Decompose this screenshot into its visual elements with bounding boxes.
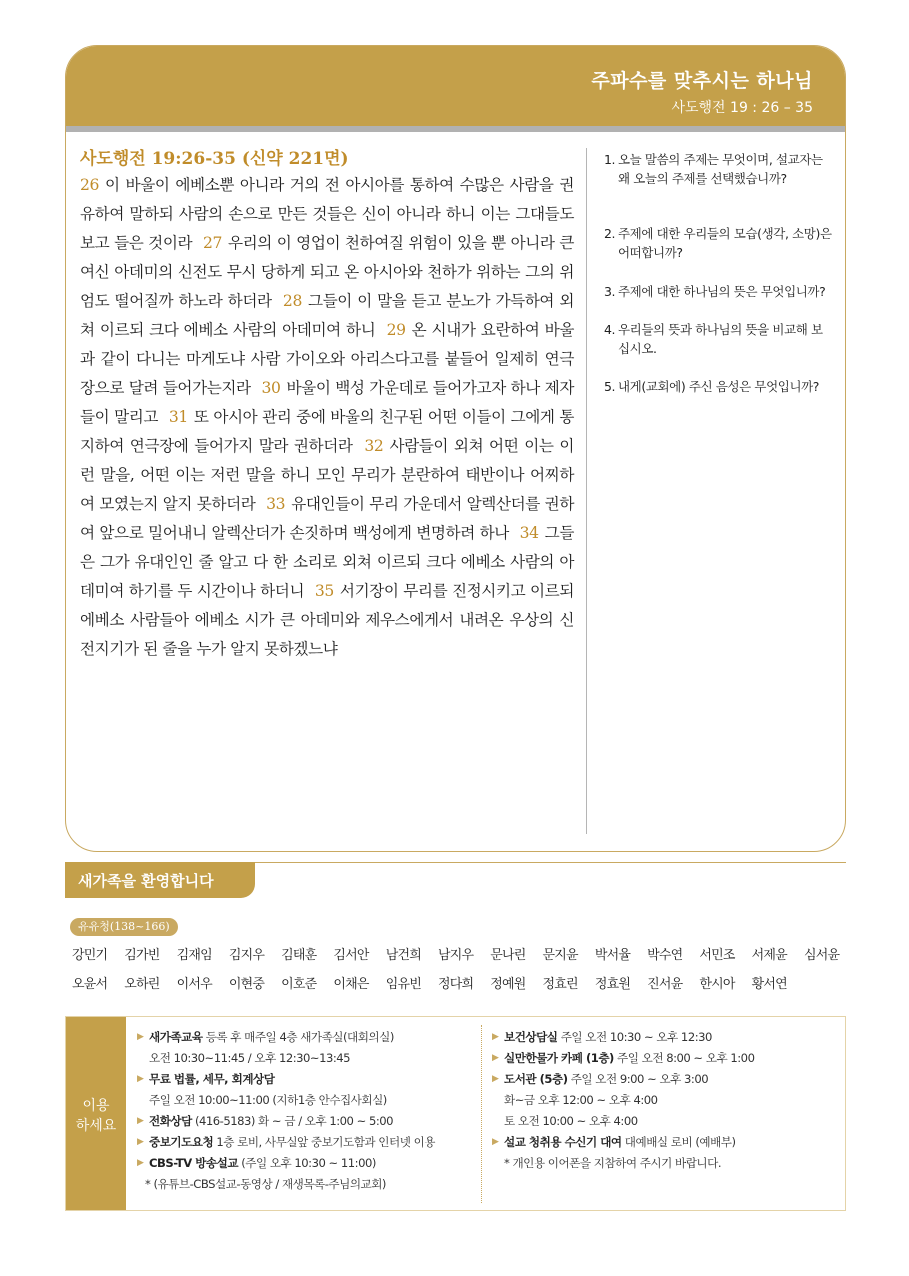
member-name: 김재임: [176, 948, 212, 963]
info-item: ▶ 보건상담실 주일 오전 10:30 ~ 오후 12:30: [492, 1027, 822, 1048]
verse-text: 서기장이 무리를 진정시키고 이르되 에베소 사람들아 에베소 시가 큰 아데미와 제우스에게서 내려온 우상의 신전지기가 된 줄을 누가 알지 못하겠느냐: [80, 582, 574, 658]
member-name: 서민조: [699, 948, 735, 963]
info-box: [65, 1016, 846, 1211]
question-item: 5. 내게(교회에) 주신 음성은 무엇입니까?: [604, 379, 820, 394]
welcome-heading: 새가족을 환영합니다: [65, 862, 255, 898]
member-name: 강민기: [72, 948, 108, 963]
member-name: 박서율: [594, 948, 631, 963]
triangle-bullet-icon: ▶: [492, 1032, 499, 1042]
member-name: 이서우: [176, 977, 212, 992]
member-name: 김태훈: [281, 948, 317, 963]
member-name: 서제윤: [751, 948, 787, 963]
verse-text: 이 바울이 에베소뿐 아니라 거의 전 아시아를 통하여 수많은 사람을 권유하여 말하되 사람의 손으로 만든 것들은 신이 아니라 하니 이는 그대들도 보고 들은 것이라: [80, 176, 574, 252]
member-name: 진서윤: [647, 977, 683, 992]
member-name: 김가빈: [124, 948, 160, 963]
info-item: ▶ 실만한물가 카페 (1층) 주일 오전 8:00 ~ 오후 1:00: [492, 1048, 822, 1069]
member-name: 오윤서: [72, 977, 108, 992]
group-badge: 유유청(138~166): [70, 918, 178, 936]
question-item: 4. 우리들의 뜻과 하나님의 뜻을 비교해 보십시오.: [604, 322, 823, 356]
scripture-card: [65, 45, 846, 852]
verse-number: 35: [314, 582, 334, 600]
verse-text: 사람들이 외쳐 어떤 이는 이런 말을, 어떤 이는 저런 말을 하니 모인 무리가 분란하여 태반이나 어찌하여 모였는지 알지 못하더라: [80, 437, 575, 513]
scripture-body: [80, 171, 574, 664]
member-name: 남지우: [437, 948, 474, 963]
member-name: 정효린: [542, 977, 578, 992]
info-item: ▶ 도서관 (5층) 주일 오전 9:00 ~ 오후 3:00: [492, 1069, 822, 1090]
verse-text: 온 시내가 요란하여 바울과 같이 다니는 마게도냐 사람 가이오와 아리스다고를 붙들어 일제히 연극장으로 달려 들어가는지라: [80, 321, 574, 397]
info-item: ▶ 중보기도요청 1층 로비, 사무실앞 중보기도함과 인터넷 이용: [137, 1132, 477, 1153]
member-name: 임유빈: [385, 977, 421, 992]
triangle-bullet-icon: ▶: [492, 1074, 499, 1084]
verse-text: 바울이 백성 가운데로 들어가고자 하나 제자들이 말리고: [80, 379, 575, 426]
info-item: ▶ 전화상담 (416-5183) 화 ~ 금 / 오후 1:00 ~ 5:00: [137, 1111, 477, 1132]
verse-text: 또 아시아 관리 중에 바울의 친구된 어떤 이들이 그에게 통지하여 연극장에 들어가지 말라 권하더라: [80, 408, 574, 455]
info-item: ▶ 무료 법률, 세무, 회계상담: [137, 1069, 477, 1090]
header-divider: [66, 126, 845, 132]
new-family-names: [72, 941, 852, 999]
triangle-bullet-icon: ▶: [137, 1116, 144, 1126]
member-name: 황서연: [751, 977, 787, 992]
member-name: 남건희: [385, 948, 421, 963]
verse-number: 26: [80, 176, 100, 194]
member-name: 정효원: [594, 977, 631, 992]
triangle-bullet-icon: ▶: [492, 1137, 499, 1147]
card-header: [66, 46, 845, 126]
verse-number: 34: [519, 524, 539, 542]
sermon-title: 주파수를 맞추시는 하나님: [591, 70, 813, 92]
study-questions: [604, 150, 832, 396]
verse-number: 30: [261, 379, 281, 397]
verse-text: 유대인들이 무리 가운데서 알렉산더를 권하여 앞으로 밀어내니 알렉산더가 손짓하며 백성에게 변명하려 하나: [80, 495, 574, 542]
member-name: 문나린: [490, 948, 526, 963]
info-item: ▶ 설교 청취용 수신기 대여 대예배실 로비 (예배부): [492, 1132, 822, 1153]
member-name: 김지우: [228, 948, 265, 963]
member-name: 박수연: [647, 948, 683, 963]
triangle-bullet-icon: ▶: [137, 1137, 144, 1147]
info-item: ▶ CBS-TV 방송설교 (주일 오후 10:30 ~ 11:00): [137, 1153, 477, 1174]
verse-text: 그들은 그가 유대인인 줄 알고 다 한 소리로 외쳐 이르되 크다 에베소 사람의 아데미여 하기를 두 시간이나 하더니: [80, 524, 574, 600]
member-name: 한시아: [699, 977, 735, 992]
member-name: 이호준: [281, 977, 317, 992]
question-item: 1. 오늘 말씀의 주제는 무엇이며, 설교자는 왜 오늘의 주제를 선택했습니까?: [604, 152, 823, 186]
member-name: 김서안: [333, 948, 369, 963]
verse-number: 29: [386, 321, 406, 339]
verse-number: 33: [266, 495, 286, 513]
member-name: 정예원: [490, 977, 526, 992]
verse-text: 그들이 이 말을 듣고 분노가 가득하여 외쳐 이르되 크다 에베소 사람의 아데미여 하니: [80, 292, 574, 339]
info-left-column: ▶ 새가족교육 등록 후 매주일 4층 새가족실(대회의실) 오전 10:30~11:45 / 오후 12:30~13:45 ▶ 무료 법률, 세무, 회계상담 주일 오전 10:00~11:00 (지하1층 안수집사회실) ▶ 전화상담 (416-5183) 화 ~ 금 / 오후 1:00 ~ 5:00 ▶ 중보기도요청 1층 로비, 사무실앞 중보기도함과 인터넷 이용 ▶ CBS-TV 방송설교 (주일 오후 10:30 ~ 11:00) * (유튜브-CBS설교-동영상 / 재생목록-주님의교회): [137, 1027, 477, 1195]
info-label: 이용 하세요: [66, 1017, 126, 1210]
member-name: 이현중: [228, 977, 265, 992]
verse-number: 27: [202, 234, 222, 252]
triangle-bullet-icon: ▶: [137, 1032, 144, 1042]
verse-number: 28: [282, 292, 302, 310]
member-name: 오하린: [124, 977, 160, 992]
member-name: 이채은: [333, 977, 369, 992]
scripture-reference: 사도행전 19:26-35 (신약 221면): [80, 149, 349, 169]
sermon-reference: 사도행전 19 : 26 – 35: [671, 100, 813, 116]
column-divider: [586, 148, 587, 834]
question-item: 2. 주제에 대한 우리들의 모습(생각, 소망)은 어떠합니까?: [604, 226, 832, 260]
member-name: 심서윤: [803, 948, 840, 963]
triangle-bullet-icon: ▶: [137, 1158, 144, 1168]
verse-number: 31: [168, 408, 188, 426]
names-row: [72, 970, 852, 999]
triangle-bullet-icon: ▶: [492, 1053, 499, 1063]
triangle-bullet-icon: ▶: [137, 1074, 144, 1084]
member-name: 문지윤: [542, 948, 578, 963]
verse-text: 우리의 이 영업이 천하여질 위험이 있을 뿐 아니라 큰 여신 아데미의 신전도 무시 당하게 되고 온 아시아와 천하가 위하는 그의 위엄도 떨어질까 하노라 하더라: [80, 234, 574, 310]
scripture-passage: [80, 144, 574, 664]
member-name: 정다희: [437, 977, 474, 992]
info-item: ▶ 새가족교육 등록 후 매주일 4층 새가족실(대회의실): [137, 1027, 477, 1048]
names-row: [72, 941, 852, 970]
info-right-column: ▶ 보건상담실 주일 오전 10:30 ~ 오후 12:30 ▶ 실만한물가 카페 (1층) 주일 오전 8:00 ~ 오후 1:00 ▶ 도서관 (5층) 주일 오전 9:00 ~ 오후 3:00 화~금 오후 12:00 ~ 오후 4:00 토 오전 10:00 ~ 오후 4:00 ▶ 설교 청취용 수신기 대여 대예배실 로비 (예배부) * 개인용 이어폰을 지참하여 주시기 바랍니다.: [492, 1027, 822, 1174]
verse-number: 32: [364, 437, 384, 455]
info-column-divider: [481, 1025, 482, 1203]
question-item: 3. 주제에 대한 하나님의 뜻은 무엇입니까?: [604, 284, 826, 299]
